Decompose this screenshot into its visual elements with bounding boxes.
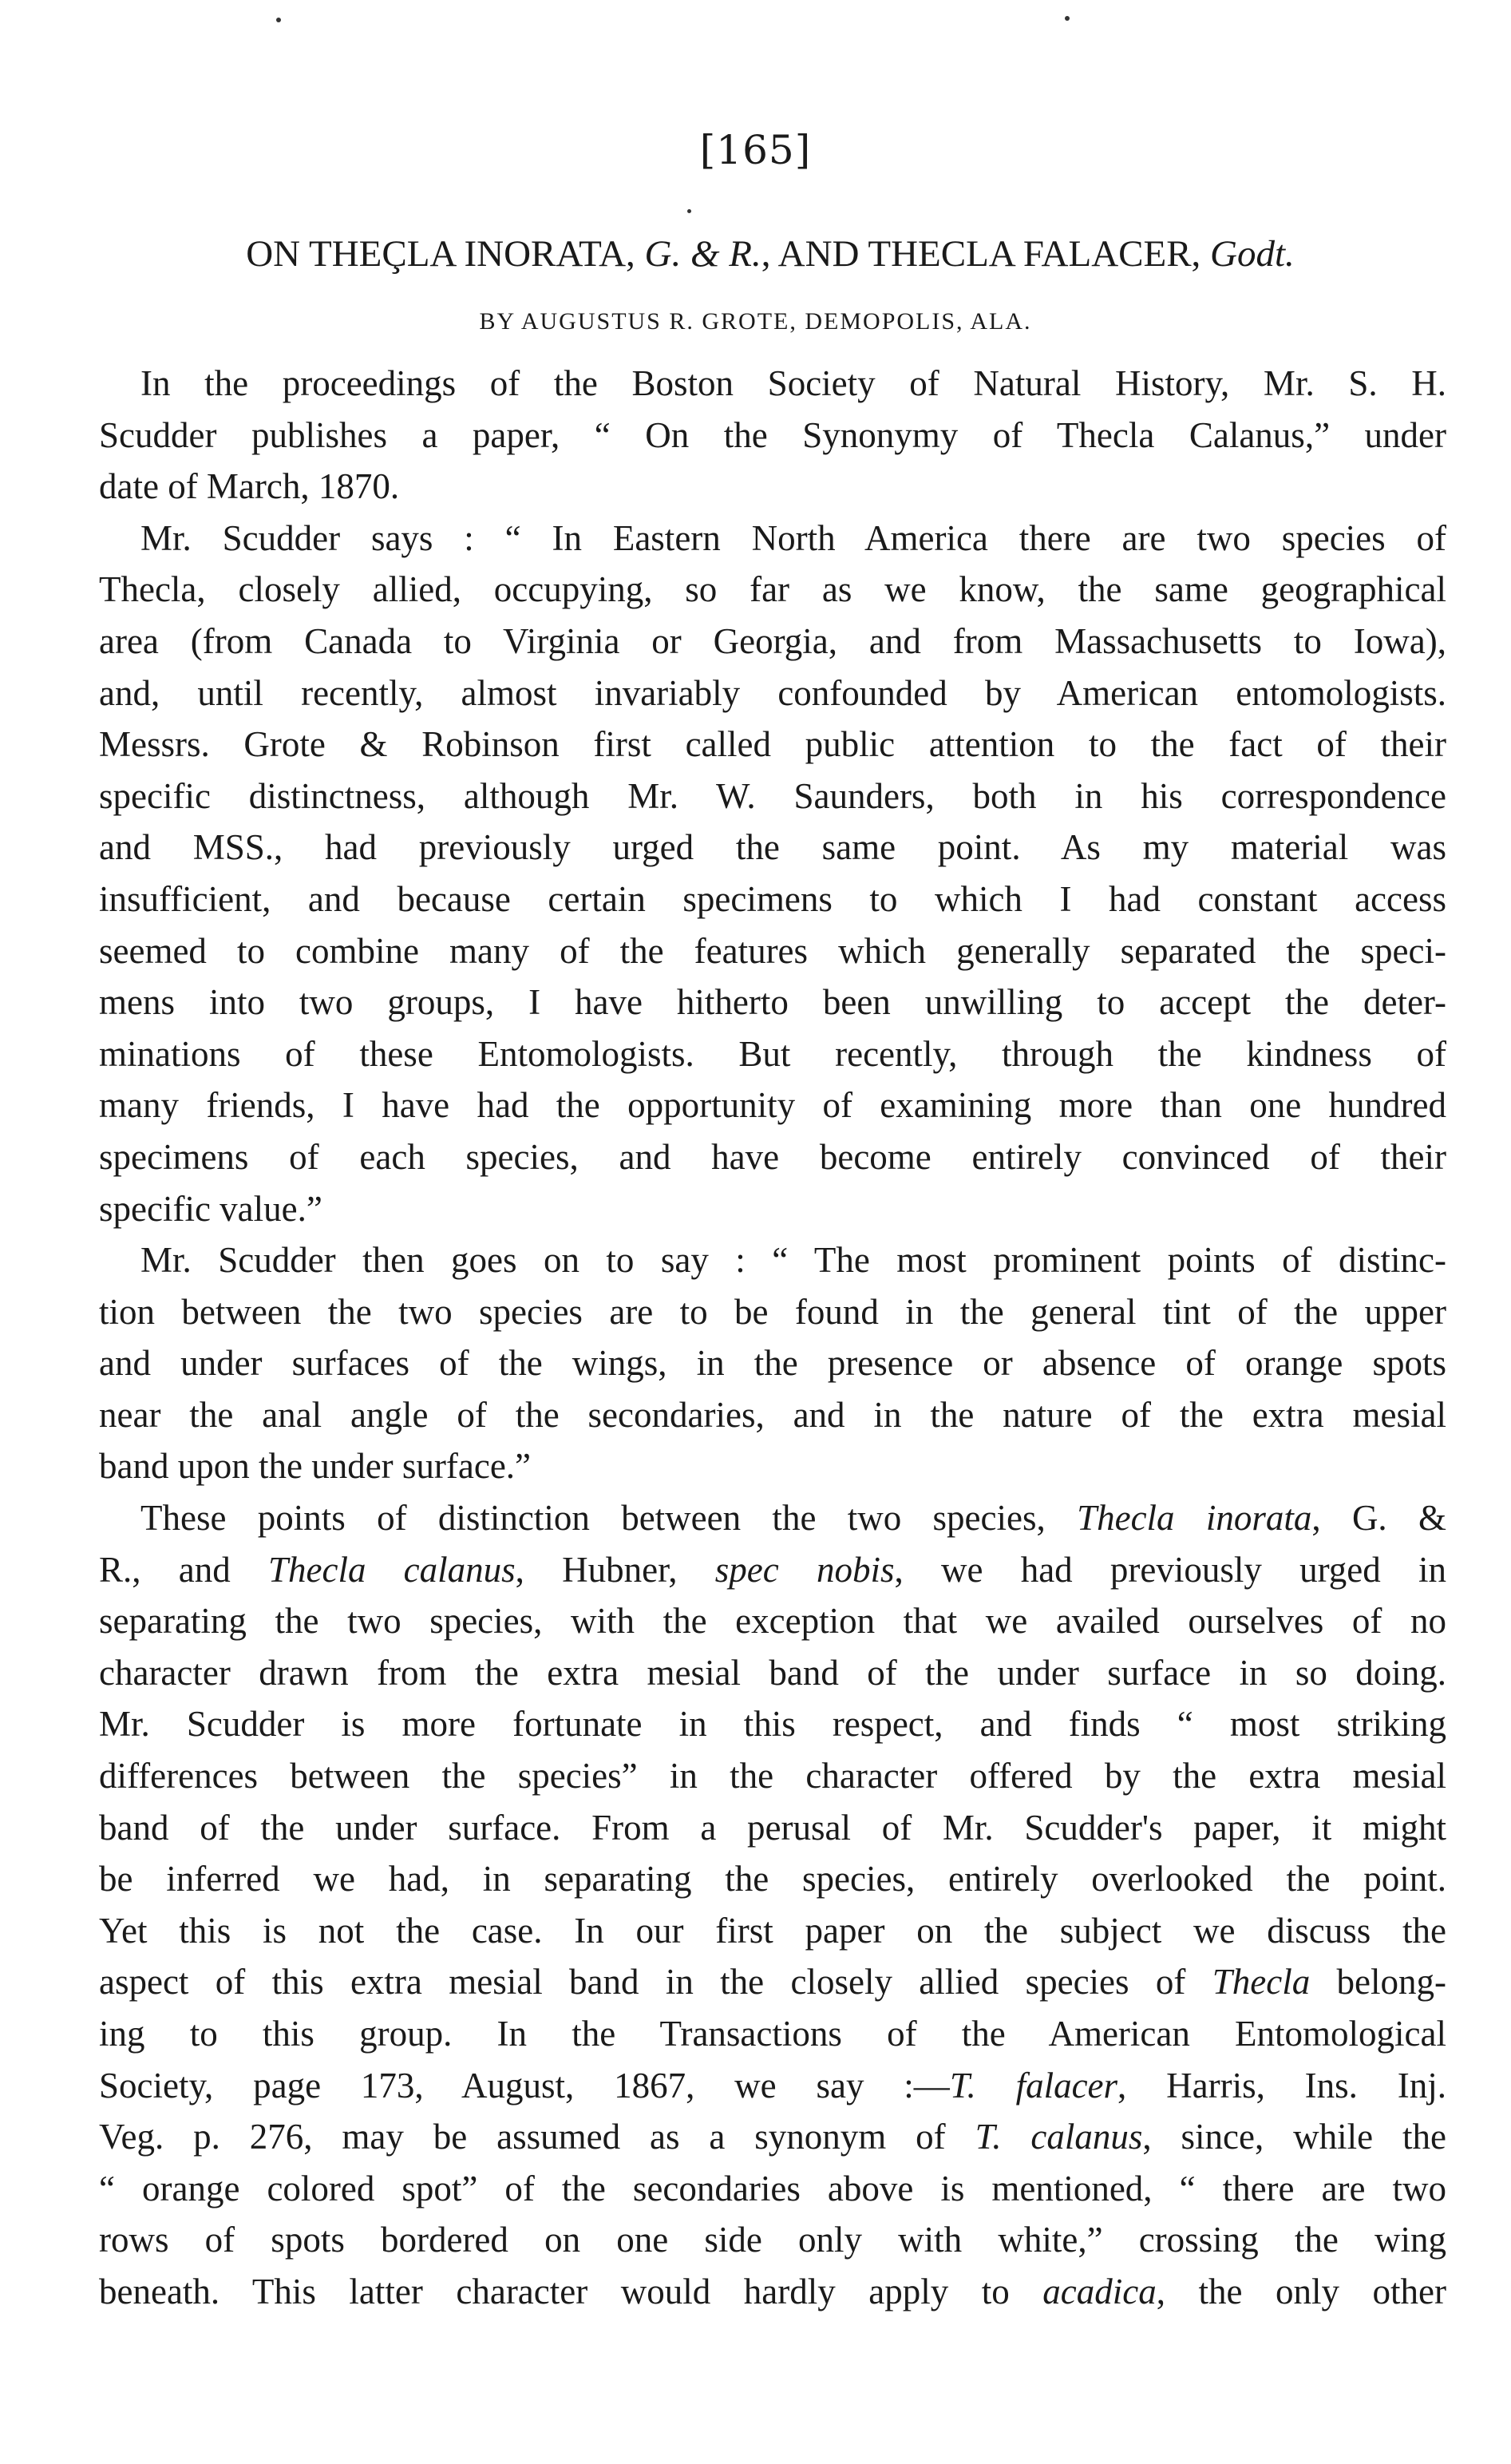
scan-speck (687, 209, 691, 213)
species-name: Thecla (1212, 1962, 1311, 2002)
text-line: mens into two groups, I have hitherto been unwilling to accept the deter- (99, 982, 1446, 1023)
page-number: [165] (699, 127, 812, 173)
species-name: Thecla calanus (267, 1549, 516, 1590)
text-line: Society, page 173, August, 1867, we say :—T. falacer, Harris, Ins. Inj. (99, 2065, 1446, 2105)
text-line: and under surfaces of the wings, in the presence or absence of orange spots (99, 1343, 1446, 1384)
text-line: In the proceedings of the Boston Society of Natural History, Mr. S. H. (140, 363, 1446, 403)
text-line: separating the two species, with the exception that we availed ourselves of no (99, 1601, 1446, 1642)
text-line: ing to this group. In the Transactions of the American Entomological (99, 2014, 1446, 2054)
species-name: T. falacer (949, 2065, 1118, 2105)
text-line: beneath. This latter character would hardly apply to acadica, the only other (99, 2271, 1446, 2311)
text-line: “ orange colored spot” of the secondaries above is mentioned, “ there are two (99, 2168, 1446, 2208)
species-name: acadica (1042, 2271, 1157, 2311)
text-line: date of March, 1870. (99, 466, 400, 507)
text-line: Scudder publishes a paper, “ On the Synonymy of Thecla Calanus,” under (99, 414, 1446, 455)
text-line: specimens of each species, and have become entirely convinced of their (99, 1136, 1446, 1177)
text-line: Messrs. Grote & Robinson first called public attention to the fact of their (99, 724, 1446, 765)
text-line: band upon the under surface.” (99, 1446, 532, 1487)
species-name: spec nobis (714, 1549, 895, 1590)
text-line: minations of these Entomologists. But recently, through the kindness of (99, 1033, 1446, 1074)
text-line: R., and Thecla calanus, Hubner, spec nobis, we had previously urged in (99, 1549, 1446, 1590)
text-line: Mr. Scudder then goes on to say : “ The most prominent points of distinc- (140, 1240, 1446, 1281)
text-line: insufficient, and because certain specimens to which I had constant access (99, 878, 1446, 919)
text-line: and MSS., had previously urged the same point. As my material was (99, 827, 1446, 868)
text-line: specific value.” (99, 1188, 322, 1229)
paragraph-4 (99, 1492, 1446, 2318)
text-line: be inferred we had, in separating the species, entirely overlooked the point. (99, 1859, 1446, 1899)
text-line: near the anal angle of the secondaries, and in the nature of the extra mesial (99, 1394, 1446, 1435)
text-line: Veg. p. 276, may be assumed as a synonym of T. calanus, since, while the (99, 2117, 1446, 2157)
text-line: area (from Canada to Virginia or Georgia, and from Massachusetts to Iowa), (99, 620, 1446, 661)
byline: BY AUGUSTUS R. GROTE, DEMOPOLIS, ALA. (479, 308, 1032, 335)
article-body (99, 358, 1446, 2318)
title-author-2: Godt. (1210, 233, 1295, 275)
title-part-1: ON THEÇLA INORATA, (246, 233, 645, 275)
text-line: Mr. Scudder is more fortunate in this respect, and finds “ most striking (99, 1704, 1446, 1745)
scan-speck (276, 18, 281, 22)
text-line: many friends, I have had the opportunity of examining more than one hundred (99, 1085, 1446, 1126)
text-line: specific distinctness, although Mr. W. Saunders, both in his correspondence (99, 775, 1446, 816)
text-line: aspect of this extra mesial band in the closely allied species of Thecla belong- (99, 1962, 1447, 2002)
text-line: Mr. Scudder says : “ In Eastern North America there are two species of (140, 517, 1446, 558)
text-line: Thecla, closely allied, occupying, so far as we know, the same geographical (99, 569, 1446, 610)
text-line: and, until recently, almost invariably confounded by American entomologists. (99, 672, 1446, 713)
scan-speck (1065, 16, 1070, 21)
paragraphs-1-3 (99, 358, 1446, 1492)
text-line: differences between the species” in the character offered by the extra mesial (99, 1756, 1446, 1797)
article-title (96, 230, 1445, 278)
species-name: Thecla inorata (1077, 1498, 1312, 1539)
text-line: character drawn from the extra mesial band of the under surface in so doing. (99, 1652, 1446, 1693)
text-line: seemed to combine many of the features which generally separated the speci- (99, 930, 1446, 971)
text-line: tion between the two species are to be found in the general tint of the upper (99, 1291, 1446, 1332)
text-line: These points of distinction between the two species, Thecla inorata, G. & (140, 1498, 1447, 1539)
title-part-2: , AND THECLA FALACER, (761, 233, 1211, 275)
text-line: Yet this is not the case. In our first paper on the subject we discuss the (99, 1910, 1446, 1951)
species-name: T. calanus (975, 2117, 1143, 2157)
text-line: rows of spots bordered on one side only with white,” crossing the wing (99, 2220, 1446, 2260)
text-line: band of the under surface. From a perusal of Mr. Scudder's paper, it might (99, 1807, 1446, 1848)
title-author-abbr: G. & R. (644, 233, 761, 275)
